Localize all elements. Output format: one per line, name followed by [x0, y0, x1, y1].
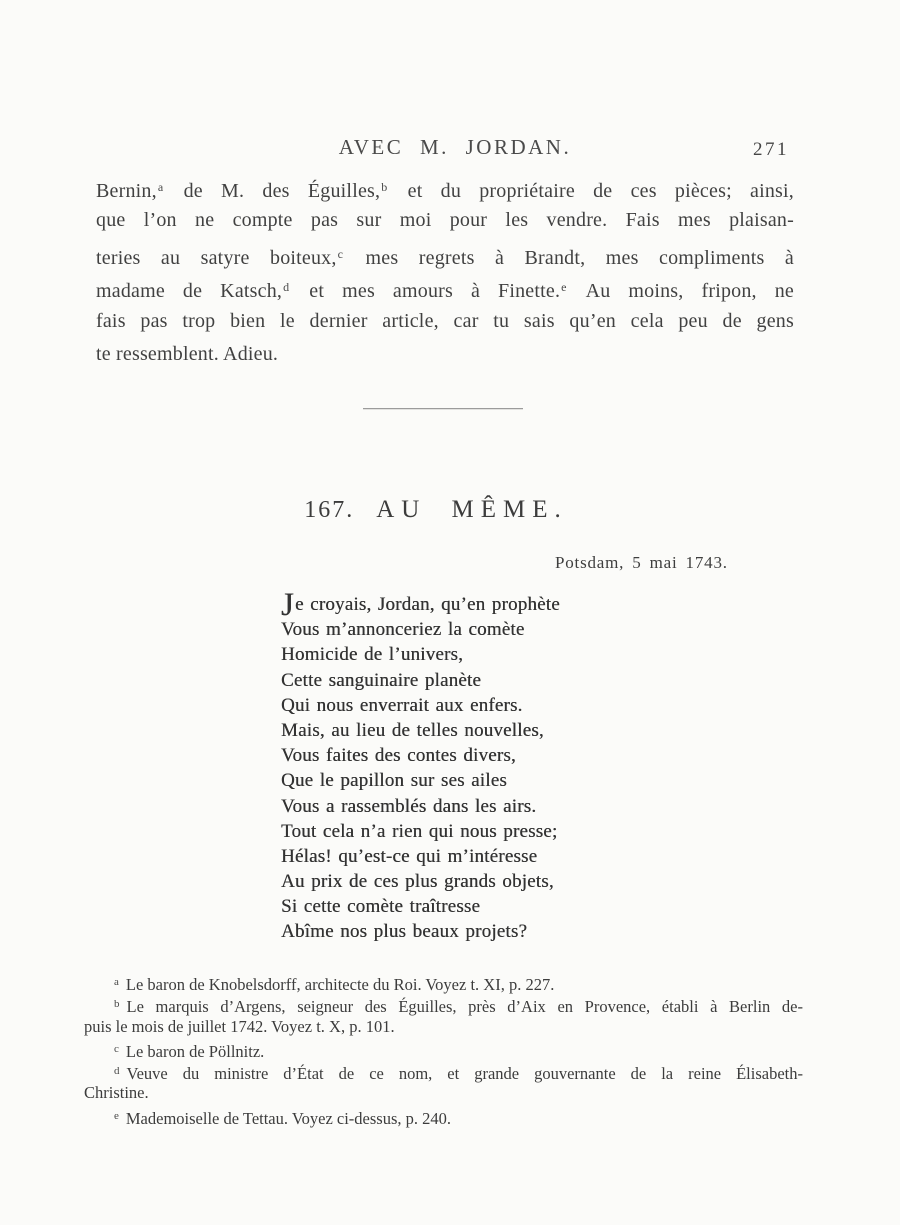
footnote-ref-b: b	[381, 180, 388, 194]
footnote-text: Le baron de Knobelsdorff, architecte du Roi. Voyez t. XI, p. 227.	[125, 975, 555, 994]
poem-text: e croyais, Jordan, qu’en prophète	[295, 594, 560, 615]
poem-line: Vous a rassemblés dans les airs.	[281, 795, 537, 817]
footnote-e	[84, 1105, 803, 1127]
footnote-ref-a: a	[157, 180, 164, 194]
letter-text: de M. des Éguilles,	[165, 180, 381, 202]
running-title: AVEC M. JORDAN.	[338, 135, 572, 159]
footnote-ref-c: c	[337, 246, 344, 261]
footnote-line: puis le mois de juillet 1742. Voyez t. X, p. 101.	[84, 1016, 395, 1036]
poem-line: Cette sanguinaire planète	[281, 669, 482, 691]
dateline: Potsdam, 5 mai 1743.	[555, 553, 728, 572]
letter-text: madame de Katsch,	[96, 280, 283, 303]
footnote-marker: c	[114, 1042, 119, 1055]
poem-line: Hélas! qu’est-ce qui m’intéresse	[281, 845, 538, 867]
letter-body	[96, 171, 794, 371]
footnote-a	[84, 971, 803, 993]
letter-line	[96, 271, 794, 304]
letter-line: fais pas trop bien le dernier article, car tu sais qu’en cela peu de gens	[96, 309, 794, 332]
section-number: 167.	[304, 497, 355, 523]
poem-line: Qui nous enverrait aux enfers.	[281, 694, 523, 716]
footnote-line	[84, 1105, 803, 1127]
footnote-text: Mademoiselle de Tettau. Voyez ci-dessus, p. 240.	[125, 1108, 452, 1128]
letter-line: que l’on ne compte pas sur moi pour les vendre. Fais mes plaisan-	[96, 209, 794, 232]
poem-line: Abîme nos plus beaux projets?	[281, 921, 528, 943]
poem-line: Tout cela n’a rien qui nous presse;	[281, 820, 558, 842]
letter-line	[96, 238, 794, 271]
letter-text: Au moins, fripon, ne	[568, 280, 795, 303]
section-heading	[0, 496, 872, 524]
footnotes	[84, 971, 803, 1127]
footnote-line: Christine.	[84, 1083, 149, 1103]
footnote-marker: b	[114, 998, 120, 1011]
poem-line: Que le papillon sur ses ailes	[281, 770, 507, 792]
footnote-ref-e: e	[561, 280, 567, 295]
letter-text: et du propriétaire de ces pièces; ainsi,	[389, 180, 794, 202]
poem-initial: J	[281, 587, 295, 623]
footnote-text: Le baron de Pöllnitz.	[125, 1041, 265, 1061]
footnote-ref-d: d	[283, 280, 290, 295]
footnote-marker: e	[114, 1109, 119, 1122]
footnote-line	[84, 1038, 803, 1060]
poem-line: Au prix de ces plus grands objets,	[281, 871, 554, 893]
letter-line	[96, 171, 794, 204]
footnote-line	[84, 971, 803, 993]
footnote-marker: a	[114, 976, 119, 988]
letter-text: et mes amours à Finette.	[291, 280, 561, 303]
poem-line: Mais, au lieu de telles nouvelles,	[281, 719, 544, 741]
poem-line	[281, 587, 560, 623]
footnote-b	[84, 993, 803, 1038]
footnote-c	[84, 1038, 803, 1060]
letter-text: mes regrets à Brandt, mes compliments à	[345, 246, 795, 269]
footnote-d	[84, 1060, 803, 1105]
letter-text: Bernin,	[96, 180, 157, 202]
poem-line: Vous m’annonceriez la comète	[281, 619, 525, 641]
poem	[281, 587, 560, 945]
page-number: 271	[753, 139, 789, 160]
poem-line: Homicide de l’univers,	[281, 644, 464, 666]
footnote-text: Le marquis d’Argens, seigneur des Éguilles, près d’Aix en Provence, établi à Berlin de-	[126, 997, 803, 1017]
poem-line: Vous faites des contes divers,	[281, 745, 516, 767]
section-title: AU MÊME.	[376, 496, 568, 523]
footnote-text: Veuve du ministre d’État de ce nom, et grande gouvernante de la reine Élisabeth-	[126, 1064, 803, 1084]
footnote-line	[84, 993, 803, 1015]
section-divider	[363, 408, 523, 409]
letter-line: te ressemblent. Adieu.	[96, 342, 279, 365]
footnote-line	[84, 1060, 803, 1082]
poem-line: Si cette comète traîtresse	[281, 896, 481, 918]
letter-text: teries au satyre boiteux,	[96, 246, 337, 269]
footnote-marker: d	[114, 1065, 120, 1078]
